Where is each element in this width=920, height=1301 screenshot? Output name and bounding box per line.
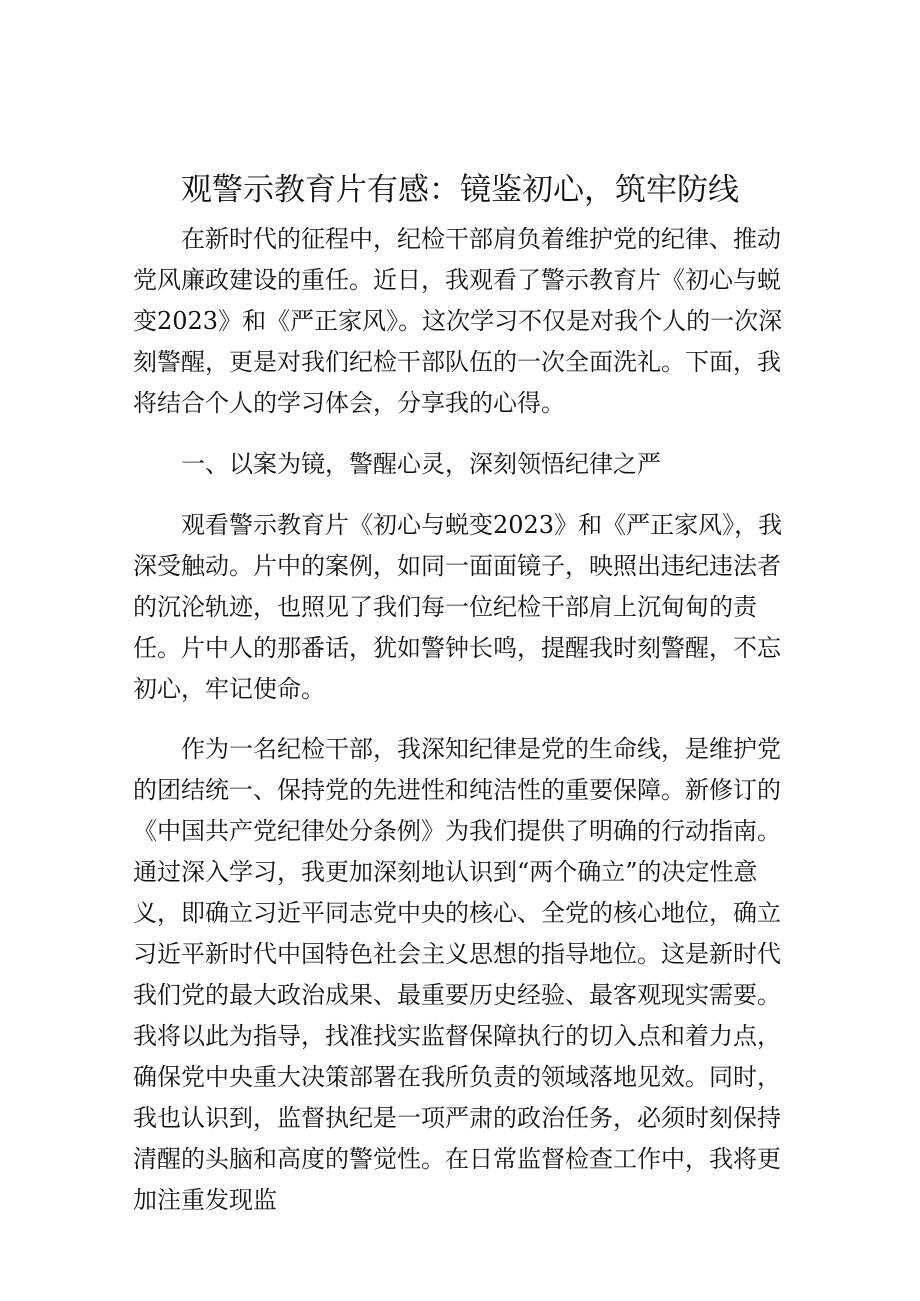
document-title: 观警示教育片有感：镜鉴初心，筑牢防线 [181, 172, 739, 208]
paragraph-discipline: 作为一名纪检干部，我深知纪律是党的生命线，是维护党的团结统一、保持党的先进性和纯洁性的重要保障。新修订的《中国共产党纪律处分条例》为我们提供了明确的行动指南。通过深入学习，我更加深刻地认识到“两个确立”的决定性意义，即确立习近平同志党中央的核心、全党的核心地位，确立习近平新时代中国特色社会主义思想的指导地位。这是新时代我们党的最大政治成果、最重要历史经验、最客观现实需要。我将以此为指导，找准找实监督保障执行的切入点和着力点，确保党中央重大决策部署在我所负责的领域落地见效。同时，我也认识到，监督执纪是一项严肃的政治任务，必须时刻保持清醒的头脑和高度的警觉性。在日常监督检查工作中，我将更加注重发现监 [133, 735, 781, 1214]
paragraph-intro: 在新时代的征程中，纪检干部肩负着维护党的纪律、推动党风廉政建设的重任。近日，我观看了警示教育片《初心与蜕变2023》和《严正家风》。这次学习不仅是对我个人的一次深刻警醒，更是对我们纪检干部队伍的一次全面洗礼。下面，我将结合个人的学习体会，分享我的心得。 [133, 225, 783, 417]
paragraph-reflection: 观看警示教育片《初心与蜕变2023》和《严正家风》，我深受触动。片中的案例，如同一面面镜子，映照出违纪违法者的沉沦轨迹，也照见了我们每一位纪检干部肩上沉甸甸的责任。片中人的那番话，犹如警钟长鸣，提醒我时刻警醒，不忘初心，牢记使命。 [133, 511, 783, 703]
document-body [133, 219, 793, 1221]
section-heading-1: 一、以案为镜，警醒心灵，深刻领悟纪律之严 [181, 450, 661, 478]
